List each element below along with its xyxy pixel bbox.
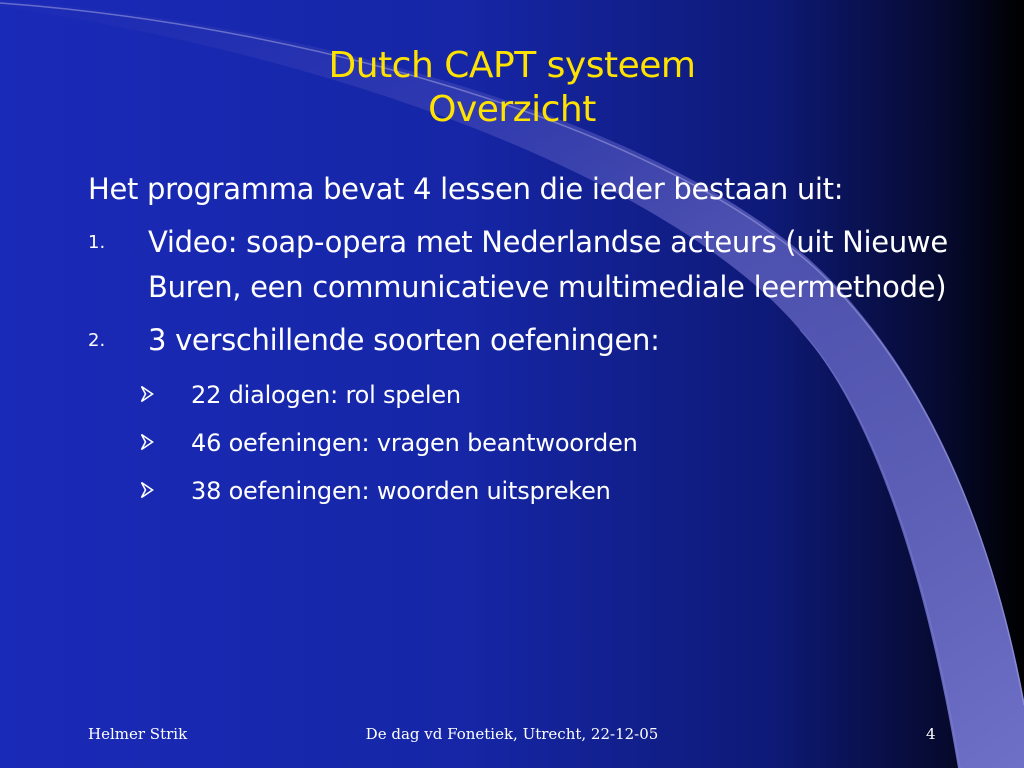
numbered-item-1-text: Video: soap-opera met Nederlandse acteurs (uit Nieuwe Buren, een communicatieve multimediale leermethode) — [148, 225, 948, 304]
sub-bullet-item-2-text: 46 oefeningen: vragen beantwoorden — [191, 429, 638, 457]
footer-page-number: 4 — [926, 725, 936, 743]
numbered-item-1 — [88, 220, 948, 310]
numbered-item-2-marker: 2. — [88, 330, 106, 351]
arrowhead-outline-icon — [140, 481, 154, 499]
sub-bullet-item-3 — [88, 467, 948, 515]
sub-bullet-item-1-text: 22 dialogen: rol spelen — [191, 381, 461, 409]
intro-text: Het programma bevat 4 lessen die ieder bestaan uit: — [88, 172, 844, 206]
footer-author: Helmer Strik — [88, 725, 188, 743]
numbered-item-1-marker: 1. — [88, 232, 106, 253]
sub-bullet-item-3-text: 38 oefeningen: woorden uitspreken — [191, 477, 611, 505]
footer-event: De dag vd Fonetiek, Utrecht, 22-12-05 — [365, 725, 659, 743]
numbered-item-2 — [88, 318, 948, 363]
sub-bullet-item-2 — [88, 419, 948, 467]
sub-bullet-list — [88, 371, 948, 515]
slide-body — [88, 170, 948, 515]
slide-title — [0, 44, 1024, 132]
title-line-2: Overzicht — [428, 89, 596, 130]
title-line-1: Dutch CAPT systeem — [328, 45, 696, 86]
sub-bullet-item-1 — [88, 371, 948, 419]
arrowhead-outline-icon — [140, 385, 154, 403]
arrowhead-outline-icon — [140, 433, 154, 451]
numbered-item-2-text: 3 verschillende soorten oefeningen: — [148, 323, 660, 357]
